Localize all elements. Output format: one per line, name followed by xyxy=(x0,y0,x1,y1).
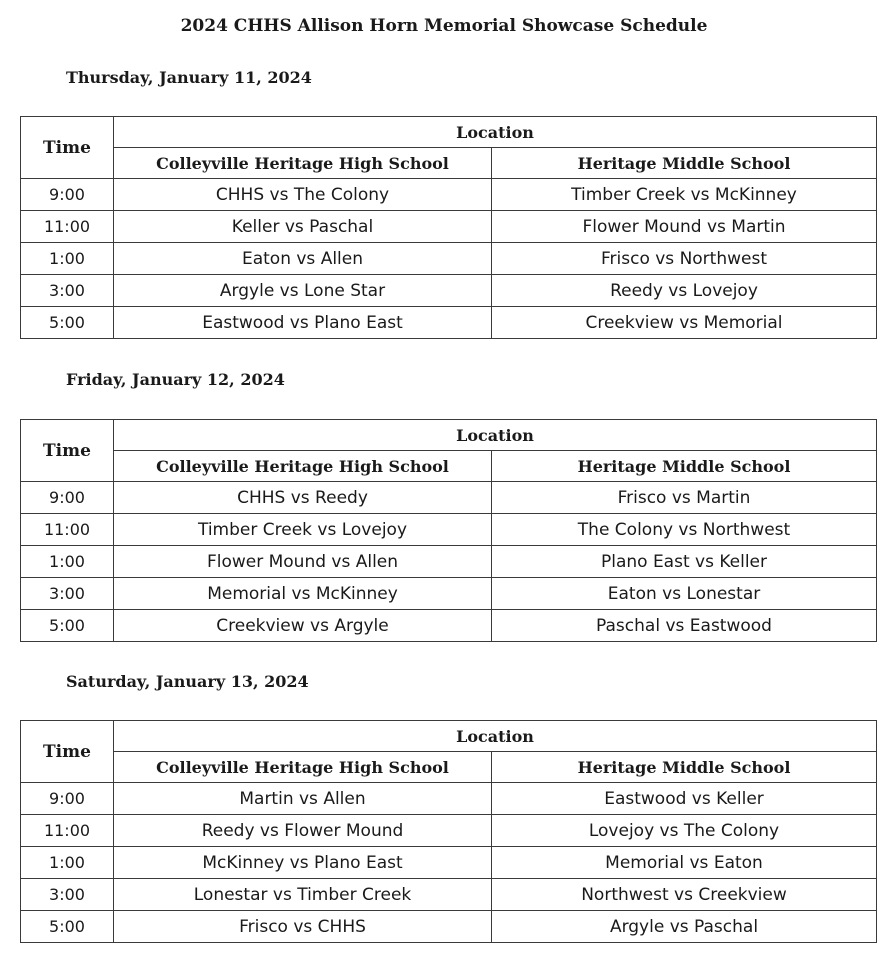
time-cell: 5:00 xyxy=(21,911,114,943)
table-row xyxy=(21,610,877,642)
hms-game-cell: Flower Mound vs Martin xyxy=(492,211,877,243)
table-row xyxy=(21,307,877,339)
hms-game-cell: Eastwood vs Keller xyxy=(492,783,877,815)
chhs-game-cell: Flower Mound vs Allen xyxy=(114,546,492,578)
table-row xyxy=(21,211,877,243)
hms-game-cell: Frisco vs Martin xyxy=(492,482,877,514)
schedule-table-thursday xyxy=(20,116,877,339)
chhs-header: Colleyville Heritage High School xyxy=(114,148,492,179)
time-header: Time xyxy=(21,721,114,783)
time-cell: 1:00 xyxy=(21,243,114,275)
day-heading-saturday: Saturday, January 13, 2024 xyxy=(66,672,309,691)
page-title: 2024 CHHS Allison Horn Memorial Showcase Schedule xyxy=(180,16,708,36)
time-cell: 9:00 xyxy=(21,783,114,815)
hms-game-cell: Reedy vs Lovejoy xyxy=(492,275,877,307)
chhs-game-cell: Eaton vs Allen xyxy=(114,243,492,275)
location-header: Location xyxy=(114,420,877,451)
chhs-game-cell: Eastwood vs Plano East xyxy=(114,307,492,339)
chhs-game-cell: CHHS vs Reedy xyxy=(114,482,492,514)
table-row xyxy=(21,482,877,514)
chhs-game-cell: Lonestar vs Timber Creek xyxy=(114,879,492,911)
hms-game-cell: Eaton vs Lonestar xyxy=(492,578,877,610)
hms-game-cell: Timber Creek vs McKinney xyxy=(492,179,877,211)
chhs-game-cell: Frisco vs CHHS xyxy=(114,911,492,943)
chhs-game-cell: Creekview vs Argyle xyxy=(114,610,492,642)
table-row xyxy=(21,578,877,610)
time-cell: 5:00 xyxy=(21,307,114,339)
hms-game-cell: Memorial vs Eaton xyxy=(492,847,877,879)
table-row xyxy=(21,514,877,546)
chhs-header: Colleyville Heritage High School xyxy=(114,451,492,482)
chhs-game-cell: Martin vs Allen xyxy=(114,783,492,815)
time-cell: 3:00 xyxy=(21,275,114,307)
table-row xyxy=(21,243,877,275)
hms-header: Heritage Middle School xyxy=(492,451,877,482)
hms-game-cell: Plano East vs Keller xyxy=(492,546,877,578)
time-cell: 9:00 xyxy=(21,482,114,514)
hms-game-cell: Northwest vs Creekview xyxy=(492,879,877,911)
table-row xyxy=(21,783,877,815)
hms-game-cell: Creekview vs Memorial xyxy=(492,307,877,339)
chhs-game-cell: Memorial vs McKinney xyxy=(114,578,492,610)
day-heading-thursday: Thursday, January 11, 2024 xyxy=(66,68,312,87)
chhs-game-cell: Keller vs Paschal xyxy=(114,211,492,243)
hms-header: Heritage Middle School xyxy=(492,752,877,783)
hms-game-cell: Frisco vs Northwest xyxy=(492,243,877,275)
table-row xyxy=(21,879,877,911)
table-row xyxy=(21,546,877,578)
table-row xyxy=(21,847,877,879)
location-header: Location xyxy=(114,721,877,752)
table-row xyxy=(21,275,877,307)
table-row xyxy=(21,815,877,847)
time-header: Time xyxy=(21,420,114,482)
hms-game-cell: Argyle vs Paschal xyxy=(492,911,877,943)
hms-game-cell: Paschal vs Eastwood xyxy=(492,610,877,642)
time-header: Time xyxy=(21,117,114,179)
chhs-game-cell: Argyle vs Lone Star xyxy=(114,275,492,307)
time-cell: 3:00 xyxy=(21,578,114,610)
day-heading-friday: Friday, January 12, 2024 xyxy=(66,370,285,389)
chhs-game-cell: Reedy vs Flower Mound xyxy=(114,815,492,847)
chhs-game-cell: McKinney vs Plano East xyxy=(114,847,492,879)
chhs-game-cell: CHHS vs The Colony xyxy=(114,179,492,211)
table-row xyxy=(21,179,877,211)
chhs-header: Colleyville Heritage High School xyxy=(114,752,492,783)
chhs-game-cell: Timber Creek vs Lovejoy xyxy=(114,514,492,546)
schedule-table-saturday xyxy=(20,720,877,943)
time-cell: 1:00 xyxy=(21,546,114,578)
time-cell: 1:00 xyxy=(21,847,114,879)
schedule-table-friday xyxy=(20,419,877,642)
time-cell: 11:00 xyxy=(21,815,114,847)
time-cell: 11:00 xyxy=(21,514,114,546)
hms-game-cell: The Colony vs Northwest xyxy=(492,514,877,546)
table-row xyxy=(21,911,877,943)
hms-game-cell: Lovejoy vs The Colony xyxy=(492,815,877,847)
location-header: Location xyxy=(114,117,877,148)
hms-header: Heritage Middle School xyxy=(492,148,877,179)
time-cell: 3:00 xyxy=(21,879,114,911)
time-cell: 5:00 xyxy=(21,610,114,642)
time-cell: 9:00 xyxy=(21,179,114,211)
time-cell: 11:00 xyxy=(21,211,114,243)
